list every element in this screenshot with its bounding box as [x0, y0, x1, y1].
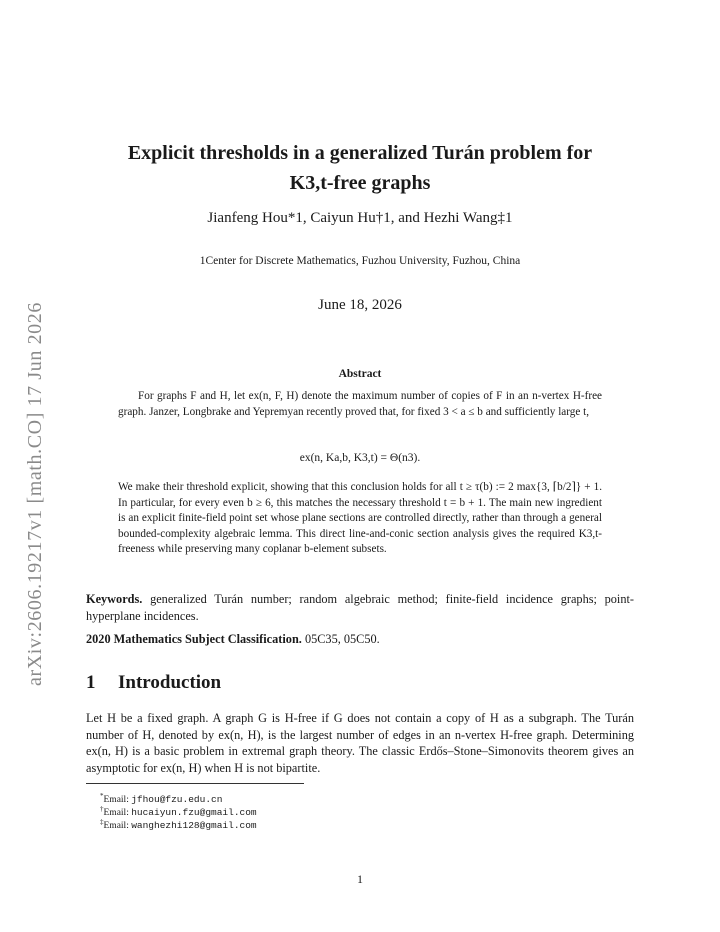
footnote-mark: *	[100, 792, 104, 800]
keywords-text: generalized Turán number; random algebraic method; finite-field incidence graphs; point-hyperplane incidences.	[86, 592, 635, 623]
keywords	[86, 591, 634, 625]
section-title: Introduction	[118, 672, 222, 693]
page-number: 1	[357, 872, 363, 886]
footnote-label: Email:	[103, 795, 129, 806]
paper-title	[70, 138, 650, 198]
section-number: 1	[86, 672, 96, 693]
section-heading	[86, 672, 221, 694]
date: June 18, 2026	[318, 297, 402, 313]
abstract-paragraph-2: We make their threshold explicit, showing that this conclusion holds for all t ≥ τ(b) := 2 max{3, ⌈b/2⌉} + 1. In particular, for every even b ≥ 6, this matches the necessary threshold t = b + 1. The main new ingredient is an explicit finite-field point set whose plane sections are controlled directly, rather than through a general bounded-complexity algebraic lemma. This direct line-and-conic section analysis gives the required K3,t-freeness while preserving many coplanar b-element subsets.	[118, 481, 602, 556]
title-line-2: K3,t-free graphs	[289, 172, 431, 194]
footnote-mark: †	[100, 805, 104, 813]
msc-label: 2020 Mathematics Subject Classification.	[86, 632, 302, 646]
footnote-mark: ‡	[100, 818, 104, 826]
footnote-label: Email:	[103, 821, 129, 832]
footnote-3	[100, 816, 257, 833]
abstract-display-equation: ex(n, Ka,b, K3,t) = Θ(n3).	[299, 452, 421, 464]
affiliation: 1Center for Discrete Mathematics, Fuzhou University, Fuzhou, China	[199, 255, 521, 267]
arxiv-id: arXiv:2606.19217v1 [math.CO] 17 Jun 2026	[24, 302, 46, 686]
abstract-paragraph-1: For graphs F and H, let ex(n, F, H) denote the maximum number of copies of F in an n-vertex H-free graph. Janzer, Longbrake and Yepremyan recently proved that, for fixed 3 < a ≤ b and sufficiently large t,	[118, 390, 602, 418]
footnote-divider	[86, 783, 304, 784]
footnote-email[interactable]: wanghezhi128@gmail.com	[131, 820, 257, 832]
title-line-1: Explicit thresholds in a generalized Turán problem for	[127, 142, 593, 164]
intro-paragraph: Let H be a fixed graph. A graph G is H-free if G does not contain a copy of H as a subgraph. The Turán number of H, denoted by ex(n, H), is the largest number of edges in an n-vertex H-free graph. Determining ex(n, H) is a basic problem in extremal graph theory. The classic Erdős–Stone–Simonovits theorem gives an asymptotic for ex(n, H) when H is not bipartite.	[86, 711, 634, 775]
msc-classification	[86, 631, 634, 648]
author-list: Jianfeng Hou*1, Caiyun Hu†1, and Hezhi Wang‡1	[207, 210, 513, 226]
footnote-email[interactable]: jfhou@fzu.edu.cn	[131, 794, 223, 806]
msc-text: 05C35, 05C50.	[304, 632, 380, 646]
abstract-heading: Abstract	[338, 368, 382, 380]
keywords-label: Keywords.	[86, 592, 143, 606]
footnote-label: Email:	[103, 808, 129, 819]
footnote-email[interactable]: hucaiyun.fzu@gmail.com	[131, 807, 257, 819]
